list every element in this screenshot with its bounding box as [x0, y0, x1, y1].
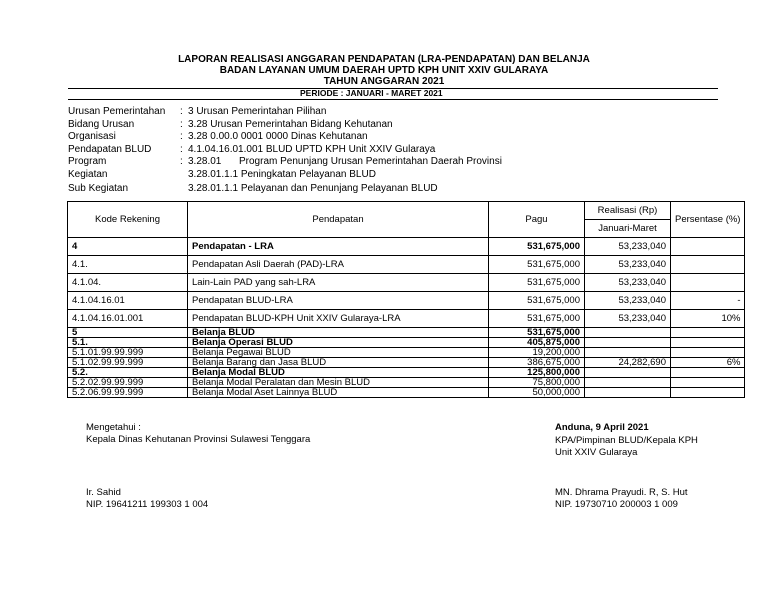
cell-kode-rekening: 5.1.02.99.99.999 — [68, 358, 188, 368]
table-row — [68, 338, 745, 348]
cell-kode-rekening: 4.1.04.16.01 — [68, 292, 188, 310]
header-rule-top — [68, 88, 718, 89]
header-realisasi-line1: Realisasi (Rp) — [597, 205, 658, 216]
cell-realisasi — [585, 368, 671, 378]
cell-persentase — [671, 274, 745, 292]
cell-kode-rekening: 5.2. — [68, 368, 188, 378]
cell-realisasi: 24,282,690 — [585, 358, 671, 368]
cell-persentase — [671, 388, 745, 398]
cell-realisasi — [585, 348, 671, 358]
cell-pagu: 386,675,000 — [489, 358, 585, 368]
cell-pagu: 531,675,000 — [489, 238, 585, 256]
report-title-line1: LAPORAN REALISASI ANGGARAN PENDAPATAN (LRA-PENDAPATAN) DAN BELANJA — [178, 54, 590, 65]
cell-uraian: Pendapatan BLUD-LRA — [188, 292, 489, 310]
cell-uraian: Belanja Operasi BLUD — [188, 338, 489, 348]
cell-pagu: 50,000,000 — [489, 388, 585, 398]
header-pagu: Pagu — [489, 202, 585, 238]
table-row — [68, 238, 745, 256]
cell-persentase — [671, 328, 745, 338]
cell-uraian: Pendapatan BLUD-KPH Unit XXIV Gularaya-LRA — [188, 310, 489, 328]
cell-uraian: Belanja Barang dan Jasa BLUD — [188, 358, 489, 368]
cell-uraian: Lain-Lain PAD yang sah-LRA — [188, 274, 489, 292]
cell-uraian: Pendapatan - LRA — [188, 238, 489, 256]
sig-right-jabatan: KPA/Pimpinan BLUD/Kepala KPH — [555, 435, 698, 446]
info-colon: : — [180, 118, 183, 130]
table-row — [68, 378, 745, 388]
cell-pagu: 531,675,000 — [489, 274, 585, 292]
cell-pagu: 531,675,000 — [489, 292, 585, 310]
header-realisasi — [585, 202, 671, 238]
info-key: Urusan Pemerintahan — [68, 106, 166, 117]
cell-persentase: 10% — [671, 310, 745, 328]
info-value-extra: Program Penunjang Urusan Pemerintahan Daerah Provinsi — [239, 156, 502, 167]
cell-uraian: Belanja Modal BLUD — [188, 368, 489, 378]
info-key: Kegiatan — [68, 168, 108, 180]
header-realisasi-line2: Januari-Maret — [585, 219, 670, 237]
header-persentase: Persentase (%) — [671, 202, 745, 238]
cell-realisasi: 53,233,040 — [585, 256, 671, 274]
cell-uraian: Belanja Modal Peralatan dan Mesin BLUD — [188, 378, 489, 388]
cell-realisasi: 53,233,040 — [585, 274, 671, 292]
info-colon: : — [180, 156, 183, 167]
cell-pagu: 531,675,000 — [489, 256, 585, 274]
cell-realisasi: 53,233,040 — [585, 310, 671, 328]
sig-right-unit: Unit XXIV Gularaya — [555, 447, 638, 458]
cell-pagu: 19,200,000 — [489, 348, 585, 358]
info-key: Pendapatan BLUD — [68, 143, 152, 155]
sig-right-nip: NIP. 19730710 200003 1 009 — [555, 499, 678, 510]
info-value: 3.28 0.00.0 0001 0000 Dinas Kehutanan — [188, 131, 368, 142]
cell-realisasi — [585, 328, 671, 338]
info-value: 3.28.01.1.1 Pelayanan dan Penunjang Pelayanan BLUD — [188, 183, 438, 194]
info-value: 4.1.04.16.01.001 BLUD UPTD KPH Unit XXIV Gularaya — [188, 143, 436, 155]
cell-kode-rekening: 5 — [68, 328, 188, 338]
cell-uraian: Belanja Pegawai BLUD — [188, 348, 489, 358]
cell-uraian: Belanja Modal Aset Lainnya BLUD — [188, 388, 489, 398]
cell-kode-rekening: 4.1.04. — [68, 274, 188, 292]
info-colon: : — [180, 131, 183, 142]
table-row — [68, 388, 745, 398]
table-row — [68, 274, 745, 292]
table-row — [68, 348, 745, 358]
cell-uraian: Belanja BLUD — [188, 328, 489, 338]
table-header-row — [68, 202, 745, 238]
info-value: 3.28 Urusan Pemerintahan Bidang Kehutanan — [188, 118, 393, 130]
info-key: Bidang Urusan — [68, 118, 135, 130]
cell-kode-rekening: 5.1.01.99.99.999 — [68, 348, 188, 358]
cell-pagu: 531,675,000 — [489, 310, 585, 328]
cell-persentase — [671, 348, 745, 358]
cell-persentase — [671, 238, 745, 256]
info-value: 3.28.01 — [188, 156, 222, 167]
cell-kode-rekening: 4 — [68, 238, 188, 256]
table-row — [68, 368, 745, 378]
sig-left-name: Ir. Sahid — [86, 487, 121, 498]
info-value: 3.28.01.1.1 Peningkatan Pelayanan BLUD — [188, 168, 376, 180]
cell-kode-rekening: 4.1. — [68, 256, 188, 274]
cell-persentase — [671, 378, 745, 388]
cell-realisasi — [585, 378, 671, 388]
report-title-line2: BADAN LAYANAN UMUM DAERAH UPTD KPH UNIT XXIV GULARAYA — [219, 65, 549, 76]
cell-persentase — [671, 256, 745, 274]
report-title-line3: TAHUN ANGGARAN 2021 — [323, 76, 445, 87]
table-row — [68, 310, 745, 328]
cell-persentase — [671, 368, 745, 378]
sig-left-mengetahui: Mengetahui : — [86, 422, 141, 433]
cell-kode-rekening: 5.2.02.99.99.999 — [68, 378, 188, 388]
cell-kode-rekening: 5.2.06.99.99.999 — [68, 388, 188, 398]
sig-right-name: MN. Dhrama Prayudi. R, S. Hut — [555, 487, 688, 498]
realisasi-table — [67, 201, 745, 398]
table-row — [68, 292, 745, 310]
cell-uraian: Pendapatan Asli Daerah (PAD)-LRA — [188, 256, 489, 274]
header-pendapatan: Pendapatan — [188, 202, 489, 238]
cell-realisasi — [585, 388, 671, 398]
cell-pagu: 405,875,000 — [489, 338, 585, 348]
cell-realisasi — [585, 338, 671, 348]
cell-persentase: 6% — [671, 358, 745, 368]
sig-right-place-date: Anduna, 9 April 2021 — [555, 422, 649, 433]
report-periode: PERIODE : JANUARI - MARET 2021 — [300, 88, 443, 98]
cell-kode-rekening: 4.1.04.16.01.001 — [68, 310, 188, 328]
cell-persentase — [671, 338, 745, 348]
info-key: Sub Kegiatan — [68, 183, 129, 194]
cell-realisasi: 53,233,040 — [585, 238, 671, 256]
info-key: Program — [68, 156, 107, 167]
cell-kode-rekening: 5.1. — [68, 338, 188, 348]
info-colon: : — [180, 143, 183, 155]
table-row — [68, 358, 745, 368]
info-colon: : — [180, 106, 183, 117]
table-row — [68, 328, 745, 338]
cell-realisasi: 53,233,040 — [585, 292, 671, 310]
info-key: Organisasi — [68, 131, 116, 142]
header-kode-rekening: Kode Rekening — [68, 202, 188, 238]
cell-pagu: 531,675,000 — [489, 328, 585, 338]
sig-left-nip: NIP. 19641211 199303 1 004 — [86, 499, 209, 510]
cell-pagu: 125,800,000 — [489, 368, 585, 378]
header-rule-bottom — [68, 99, 718, 100]
info-value: 3 Urusan Pemerintahan Pilihan — [188, 106, 327, 117]
cell-persentase: - — [671, 292, 745, 310]
cell-pagu: 75,800,000 — [489, 378, 585, 388]
sig-left-jabatan: Kepala Dinas Kehutanan Provinsi Sulawesi Tenggara — [86, 434, 311, 445]
table-row — [68, 256, 745, 274]
